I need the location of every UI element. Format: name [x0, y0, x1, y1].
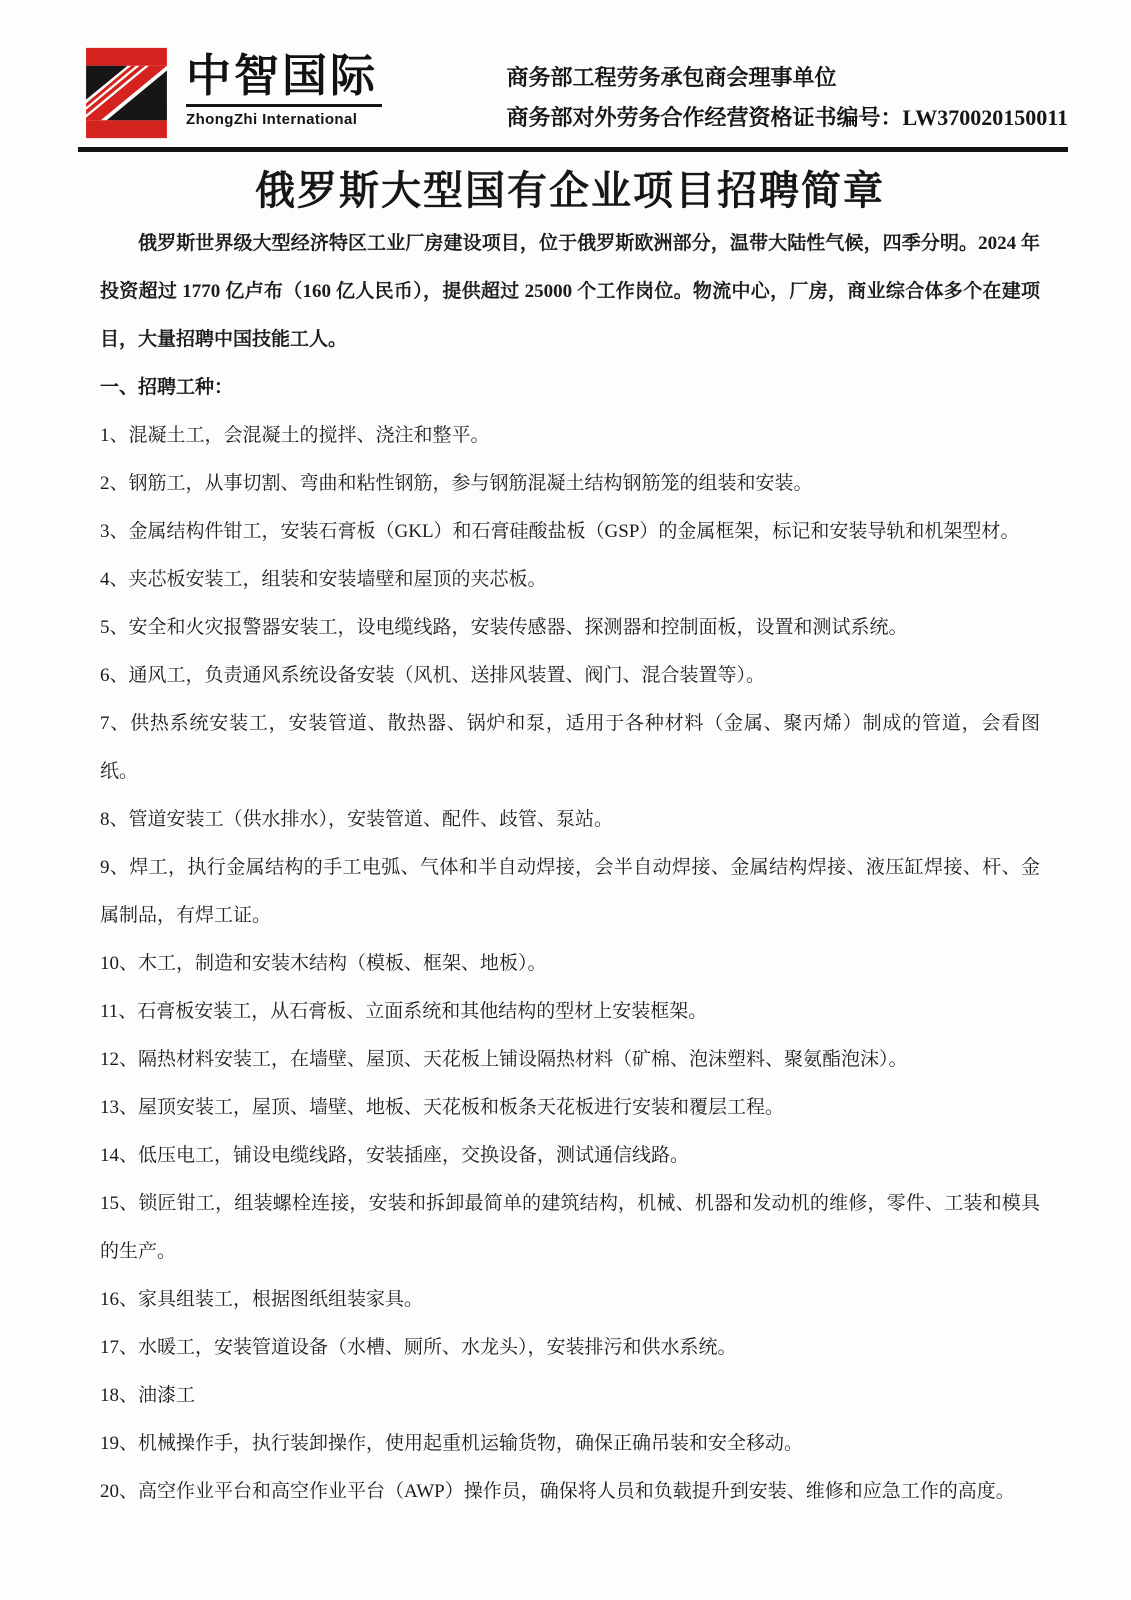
job-item: 18、油漆工	[100, 1385, 196, 1406]
job-item: 4、夹芯板安装工，组装和安装墙壁和屋顶的夹芯板。	[100, 569, 547, 590]
brand-name-block	[186, 46, 382, 128]
brand-name-en: ZhongZhi International	[186, 110, 358, 128]
job-item: 15、锁匠钳工，组装螺栓连接，安装和拆卸最简单的建筑结构，机械、机器和发动机的维修，零件、工装和模具的生产。	[100, 1193, 1040, 1262]
credential-line-2: 商务部对外劳务合作经营资格证书编号：LW370020150011	[506, 105, 1068, 130]
brand-underline	[186, 104, 382, 107]
credential-line-1: 商务部工程劳务承包商会理事单位	[506, 65, 837, 90]
intro-paragraph: 俄罗斯世界级大型经济特区工业厂房建设项目，位于俄罗斯欧洲部分，温带大陆性气候，四季分明。2024 年投资超过 1770 亿卢布（160 亿人民币），提供超过 25000 个工作岗位。物流中心，厂房，商业综合体多个在建项目，大量招聘中国技能工人。	[100, 233, 1040, 350]
job-item: 20、高空作业平台和高空作业平台（AWP）操作员，确保将人员和负载提升到安装、维修和应急工作的高度。	[100, 1481, 1015, 1502]
job-item: 8、管道安装工（供水排水），安装管道、配件、歧管、泵站。	[100, 809, 614, 830]
job-item: 6、通风工，负责通风系统设备安装（风机、送排风装置、阀门、混合装置等）。	[100, 665, 766, 686]
job-item: 12、隔热材料安装工，在墙壁、屋顶、天花板上铺设隔热材料（矿棉、泡沫塑料、聚氨酯泡沫）。	[100, 1049, 908, 1070]
job-item: 14、低压电工，铺设电缆线路，安装插座，交换设备，测试通信线路。	[100, 1145, 690, 1166]
job-item: 19、机械操作手，执行装卸操作，使用起重机运输货物，确保正确吊装和安全移动。	[100, 1433, 804, 1454]
job-item: 5、安全和火灾报警器安装工，设电缆线路，安装传感器、探测器和控制面板，设置和测试系统。	[100, 617, 908, 638]
job-item: 10、木工，制造和安装木结构（模板、框架、地板）。	[100, 953, 547, 974]
credential-block	[507, 46, 1068, 138]
section-heading: 一、招聘工种：	[100, 377, 234, 398]
page-title: 俄罗斯大型国有企业项目招聘简章	[255, 168, 885, 213]
job-item: 3、金属结构件钳工，安装石膏板（GKL）和石膏硅酸盐板（GSP）的金属框架，标记和安装导轨和机架型材。	[100, 521, 1020, 542]
job-item: 11、石膏板安装工，从石膏板、立面系统和其他结构的型材上安装框架。	[100, 1001, 708, 1022]
job-item: 1、混凝土工，会混凝土的搅拌、浇注和整平。	[100, 425, 490, 446]
company-logo	[78, 46, 382, 140]
letterhead	[0, 0, 1131, 140]
job-item: 16、家具组装工，根据图纸组装家具。	[100, 1289, 424, 1310]
job-item: 7、供热系统安装工，安装管道、散热器、锅炉和泵，适用于各种材料（金属、聚丙烯）制成的管道，会看图纸。	[100, 713, 1040, 782]
job-item: 2、钢筋工，从事切割、弯曲和粘性钢筋，参与钢筋混凝土结构钢筋笼的组装和安装。	[100, 473, 813, 494]
job-item: 9、焊工，执行金属结构的手工电弧、气体和半自动焊接，会半自动焊接、金属结构焊接、液压缸焊接、杆、金属制品，有焊工证。	[100, 857, 1040, 926]
logo-z-icon	[78, 46, 175, 140]
document-body	[0, 167, 1131, 1516]
brand-name-cn: 中智国际	[186, 50, 379, 101]
header-divider	[78, 147, 1068, 152]
job-item: 13、屋顶安装工，屋顶、墙壁、地板、天花板和板条天花板进行安装和覆层工程。	[100, 1097, 785, 1118]
job-item: 17、水暖工，安装管道设备（水槽、厕所、水龙头），安装排污和供水系统。	[100, 1337, 737, 1358]
